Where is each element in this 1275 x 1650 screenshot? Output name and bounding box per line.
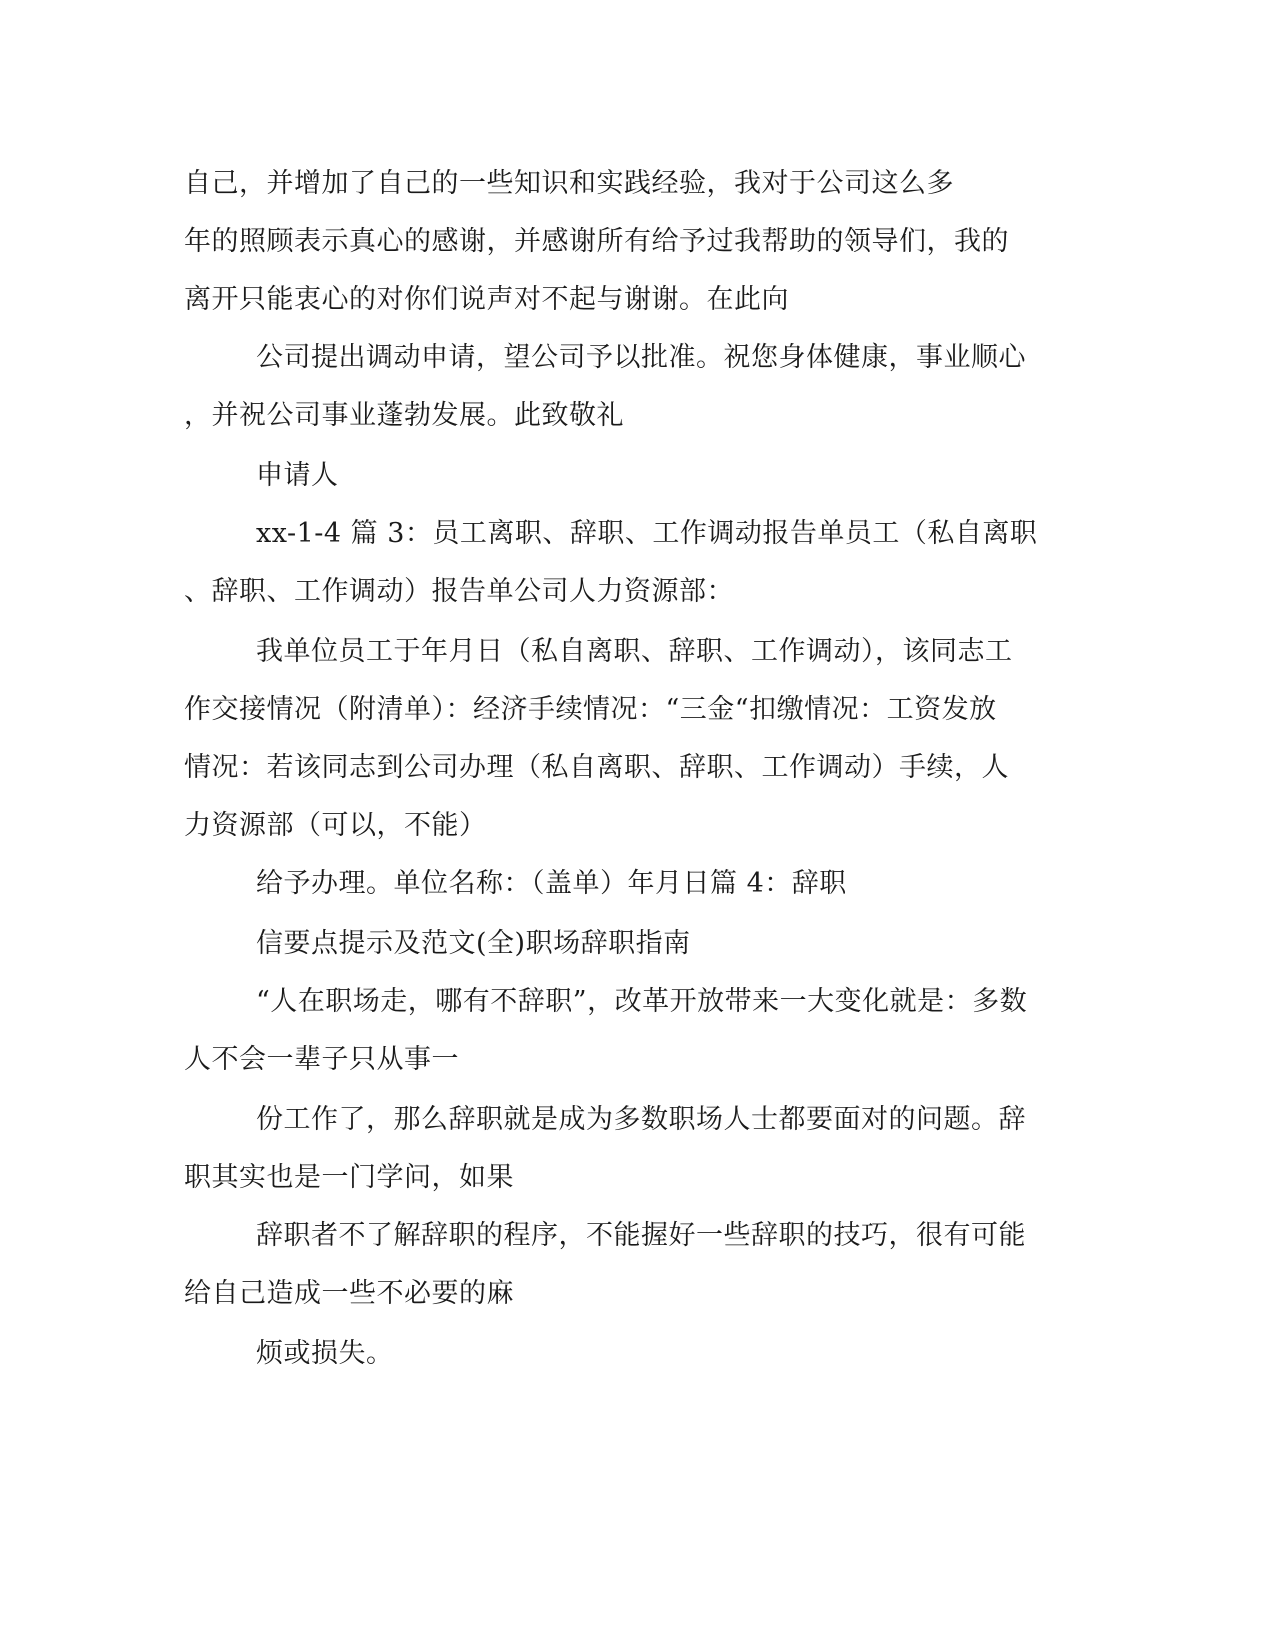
text-line: xx-1-4 篇 3：员工离职、辞职、工作调动报告单员工（私自离职 — [256, 518, 1038, 549]
text-line: 职其实也是一门学问，如果 — [184, 1162, 514, 1193]
text-line: 人不会一辈子只从事一 — [184, 1044, 459, 1075]
text-line: 公司提出调动申请，望公司予以批准。祝您身体健康，事业顺心 — [256, 342, 1026, 373]
text-line: ，并祝公司事业蓬勃发展。此致敬礼 — [184, 400, 624, 431]
text-line: 辞职者不了解辞职的程序，不能握好一些辞职的技巧，很有可能 — [256, 1220, 1026, 1251]
text-line: 作交接情况（附清单）：经济手续情况：“三金“扣缴情况：工资发放 — [184, 694, 997, 725]
text-line: “人在职场走，哪有不辞职”，改革开放带来一大变化就是：多数 — [256, 986, 1028, 1017]
text-line: 给予办理。单位名称：（盖单）年月日篇 4：辞职 — [256, 868, 847, 899]
text-line: 离开只能衷心的对你们说声对不起与谢谢。在此向 — [184, 284, 789, 315]
text-line: 、辞职、工作调动）报告单公司人力资源部： — [184, 576, 734, 607]
text-line: 力资源部（可以，不能） — [184, 810, 487, 841]
text-line: 申请人 — [256, 460, 339, 491]
text-line: 情况：若该同志到公司办理（私自离职、辞职、工作调动）手续，人 — [184, 752, 1009, 783]
text-line: 自己，并增加了自己的一些知识和实践经验，我对于公司这么多 — [184, 168, 954, 199]
text-line: 烦或损失。 — [256, 1338, 394, 1369]
text-line: 信要点提示及范文(全)职场辞职指南 — [256, 928, 691, 959]
text-line: 我单位员工于年月日（私自离职、辞职、工作调动），该同志工 — [256, 636, 1013, 667]
text-line: 份工作了，那么辞职就是成为多数职场人士都要面对的问题。辞 — [256, 1104, 1026, 1135]
text-line: 年的照顾表示真心的感谢，并感谢所有给予过我帮助的领导们，我的 — [184, 226, 1009, 257]
text-line: 给自己造成一些不必要的麻 — [184, 1278, 514, 1309]
